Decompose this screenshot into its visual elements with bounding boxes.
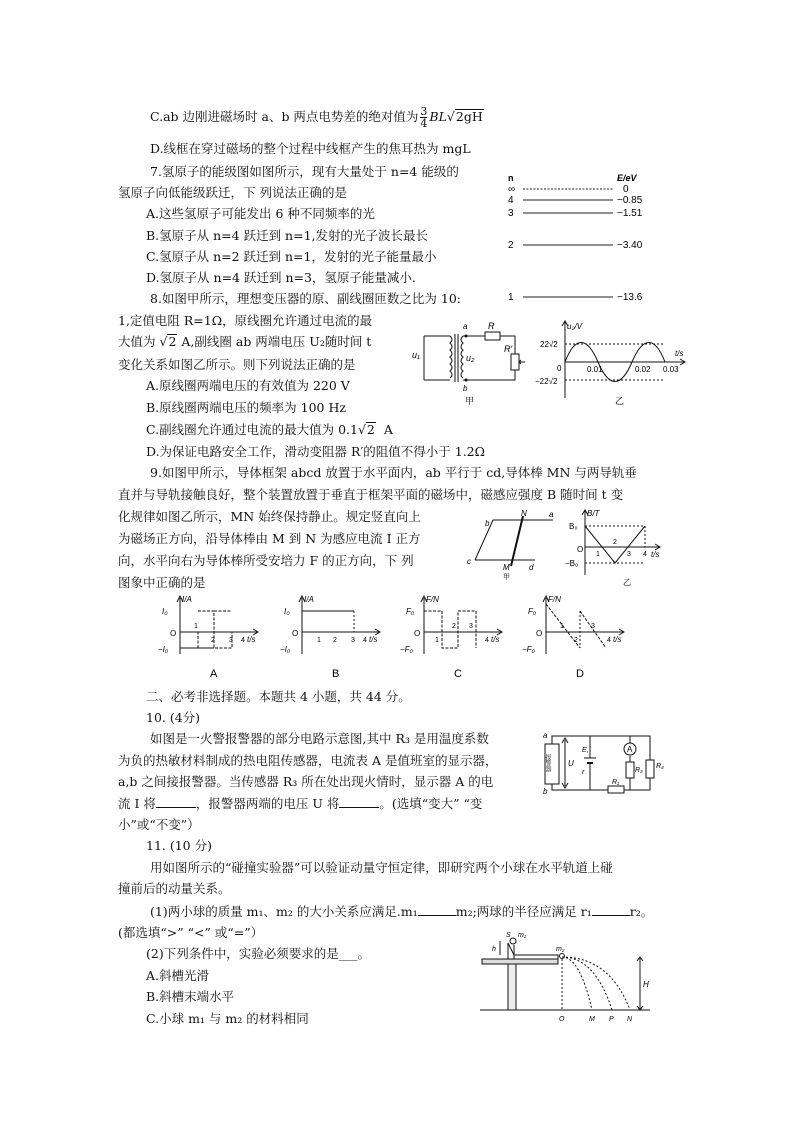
secondary-coil [461,336,463,378]
svg-text:R₃: R₃ [635,767,643,774]
q11-stem: 撞前后的动量关系。 [118,881,231,896]
svg-text:t/s: t/s [247,635,256,644]
fire-alarm-circuit [540,728,670,798]
q10-head: 10. (4分) [146,710,201,725]
q9-stem: 为磁场正方向，沿导体棒由 M 到 N 为感应电流 I 正方 [118,531,421,546]
svg-text:2: 2 [574,637,578,644]
svg-text:A: A [627,745,633,754]
svg-text:t/s: t/s [613,635,622,644]
q11-option-c: C.小球 m₁ 与 m₂ 的材料相同 [146,1011,309,1026]
q8-option-c: C.副线圈允许通过电流的最大值为 0.1√2 A [146,422,393,437]
q8-option-a: A.原线圈两端电压的有效值为 220 V [146,378,350,393]
svg-text:M: M [503,563,510,572]
svg-text:2: 2 [333,637,337,644]
svg-text:r: r [582,769,585,776]
svg-text:A: A [210,668,218,680]
svg-text:O: O [559,1016,565,1022]
svg-text:O: O [170,629,177,638]
q8-option-b: B.原线圈两端电压的频率为 100 Hz [146,400,346,415]
q10-stem: 小”或“不变”） [118,817,200,832]
energy-level-diagram [505,168,655,308]
svg-text:B/T: B/T [587,509,600,518]
q8-stem: 8.如图甲所示，理想变压器的原、副线圈匝数之比为 10: [150,291,462,306]
svg-text:O: O [536,629,543,638]
q9-stem: 直并与导轨接触良好，整个装置放置于垂直于框架平面的磁场中，磁感应强度 B 随时间 t 变 [118,487,624,502]
svg-text:F₀: F₀ [406,607,415,616]
q11-option-b: B.斜槽末端水平 [146,989,235,1004]
collision-apparatus-figure [480,927,665,1022]
q11-head: 11. (10 分) [146,838,212,853]
svg-text:t/s: t/s [651,550,660,559]
level-4 [508,195,643,206]
svg-text:4: 4 [241,637,245,644]
svg-text:F₀: F₀ [528,607,537,616]
b-field-graph [565,505,675,587]
rheostat-R-prime [511,354,519,370]
svg-text:M: M [589,1016,595,1022]
q11-part1-note: (都选填“>” “<” 或“=”） [118,925,264,940]
svg-text:0: 0 [623,184,629,195]
svg-text:b: b [543,787,548,796]
e-header: E/eV [617,173,637,183]
q9-stem: 图象中正确的是 [118,575,206,590]
q8-stem: 1,定值电阻 R=1Ω，原线圈允许通过电流的最 [118,313,373,328]
q8-stem: 变化关系如图乙所示。则下列说法正确的是 [118,357,356,372]
trajectories [562,957,630,1010]
svg-text:∞: ∞ [508,184,516,195]
option-graph-a[interactable] [158,595,258,680]
svg-text:−I₀: −I₀ [158,645,169,654]
svg-text:1: 1 [435,637,439,644]
svg-text:1: 1 [317,637,321,644]
svg-text:0.02: 0.02 [635,365,651,374]
svg-text:t/s: t/s [369,635,378,644]
thermistor-R3 [626,762,634,778]
svg-text:D: D [576,668,584,680]
q11-option-a: A.斜槽光滑 [146,968,210,983]
q7-stem: 7.氢原子的能级图如图所示，现有大量处于 n=4 能级的 [150,164,459,179]
svg-text:2: 2 [613,539,617,546]
svg-text:−22√2: −22√2 [535,377,558,386]
svg-text:4: 4 [485,637,489,644]
svg-text:E,: E, [582,747,589,754]
svg-text:报警器: 报警器 [544,754,550,772]
q7-option-d: D.氢原子从 n=4 跃迁到 n=3，氢原子能量减小. [146,270,416,285]
q6-option-c: C.ab 边刚进磁场时 a、b 两点电势差的绝对值为 $\frac{3}{4}$ BL√2gH [150,105,483,130]
answer-blank[interactable] [592,915,630,916]
svg-text:4: 4 [363,637,367,644]
svg-text:u₂/V: u₂/V [567,322,583,331]
svg-text:−B₀: −B₀ [565,559,579,568]
resistor-R [485,332,500,340]
svg-text:1: 1 [596,551,600,558]
option-graph-b[interactable] [280,595,380,680]
q9-stem: 向，水平向右为导体棒所受安培力 F 的正方向，下 列 [118,553,414,568]
svg-text:c: c [467,557,471,566]
resistor-R4 [646,760,654,778]
svg-text:3: 3 [229,637,233,644]
section-heading: 二、必考非选择题。本题共 4 小题，共 44 分。 [146,689,411,704]
transformer-circuit-figure [410,318,530,408]
answer-blank[interactable] [156,807,196,808]
svg-text:u₁: u₁ [412,350,420,360]
svg-text:1: 1 [508,292,514,303]
q8-stem: 大值为 √2 A,副线圈 ab 两端电压 U₂随时间 t [118,334,372,349]
q7-option-c: C.氢原子从 n=2 跃迁到 n=1，发射的光子能量最小 [146,249,437,264]
svg-text:甲: 甲 [503,574,510,580]
svg-text:1: 1 [194,623,198,630]
svg-text:2: 2 [452,623,456,630]
svg-text:F/N: F/N [548,595,561,604]
svg-text:0.01: 0.01 [587,365,603,374]
svg-text:I₀: I₀ [284,607,290,616]
q7-option-a: A.这些氢原子可能发出 6 种不同频率的光 [146,206,375,221]
q7-stem: 氢原子向低能级跃迁，下 列说法正确的是 [118,185,347,200]
svg-text:U: U [568,759,574,768]
svg-text:R′: R′ [504,344,513,354]
svg-text:F/N: F/N [426,595,439,604]
svg-text:3: 3 [627,551,631,558]
svg-text:R₄: R₄ [656,763,664,770]
svg-text:a: a [549,510,554,519]
resistor-R1 [608,786,624,793]
svg-text:b: b [485,519,490,528]
svg-text:2: 2 [508,240,514,251]
svg-text:4: 4 [508,195,514,206]
svg-text:−I₀: −I₀ [280,645,291,654]
svg-text:2: 2 [211,637,215,644]
q7-option-b: B.氢原子从 n=4 跃迁到 n=1,发射的光子波长最长 [146,228,429,243]
svg-text:R₁: R₁ [612,779,620,786]
level-inf [508,184,629,195]
q10-stem: a,b 之间接报警器。当传感器 R₃ 所在处出现火情时，显示器 A 的电 [118,774,494,789]
voltage-sine-graph [535,318,695,408]
svg-text:−0.85: −0.85 [617,195,643,206]
svg-text:−13.6: −13.6 [617,292,643,303]
svg-text:m₂: m₂ [556,946,565,953]
svg-text:−F₀: −F₀ [522,645,535,654]
svg-text:P: P [609,1016,614,1022]
q8-option-d: D.为保证电路安全工作，滑动变阻器 R′的阻值不得小于 1.2Ω [146,444,485,459]
svg-text:0.03: 0.03 [663,365,679,374]
q9-option-graphs [150,590,710,682]
svg-text:b: b [463,384,468,393]
svg-text:I/A: I/A [182,595,192,604]
svg-text:O: O [292,629,299,638]
conductor-rod [511,516,523,566]
q11-part2: (2)下列条件中，实验必须要求的是___。 [146,946,370,961]
svg-text:3: 3 [351,637,355,644]
svg-text:I₀: I₀ [162,607,168,616]
q10-stem: 为负的热敏材料制成的热电阻传感器，电流表 A 是值班室的显示器， [118,753,498,768]
svg-text:4: 4 [643,551,647,558]
svg-text:3: 3 [508,208,514,219]
answer-blank[interactable] [339,807,379,808]
svg-text:S: S [506,932,511,939]
q10-stem: 流 I 将 ，报警器两端的电压 U 将 。(选填“变大” “变 [118,796,483,811]
svg-text:O: O [577,545,584,554]
svg-text:乙: 乙 [623,578,631,587]
q11-stem: 用如图所示的“碰撞实验器”可以验证动量守恒定律，即研究两个小球在水平轨道上碰 [150,860,613,875]
q9-stem: 化规律如图乙所示，MN 始终保持静止。规定竖直向上 [118,509,421,524]
svg-text:C: C [454,668,462,680]
n-header: n [508,173,514,183]
svg-text:乙: 乙 [615,396,625,406]
q9-stem: 9.如图甲所示，导体框架 abcd 放置于水平面内，ab 平行于 cd,导体棒 MN 与两导轨垂 [150,465,637,480]
svg-text:I/A: I/A [304,595,314,604]
svg-text:m₁: m₁ [518,932,527,939]
svg-text:−F₀: −F₀ [400,645,413,654]
svg-text:N: N [521,509,527,518]
svg-text:3: 3 [591,623,595,630]
svg-text:t/s: t/s [491,635,500,644]
svg-text:1: 1 [560,623,564,630]
svg-text:h: h [492,946,496,953]
level-2 [508,240,643,251]
svg-text:3: 3 [469,623,473,630]
answer-blank[interactable] [418,915,456,916]
fraction: $\frac{3}{4}$ [420,105,428,130]
svg-text:t/s: t/s [675,349,684,358]
svg-text:u₂: u₂ [466,353,475,363]
level-1 [508,292,643,303]
svg-text:0: 0 [557,364,562,373]
svg-text:O: O [414,629,421,638]
svg-text:H: H [643,980,649,989]
svg-text:a: a [463,322,468,331]
q6-option-d: D.线框在穿过磁场的整个过程中线框产生的焦耳热为 mgL [150,141,471,156]
svg-text:d: d [529,563,534,572]
svg-text:B: B [332,668,340,680]
option-graph-d[interactable] [522,595,624,680]
primary-coil [450,336,452,378]
svg-text:N: N [627,1016,633,1022]
svg-text:B₀: B₀ [569,522,578,531]
q11-part1: (1)两小球的质量 m₁、m₂ 的大小关系应满足.m₁ m₂;两球的半径应满足 r₁ r₂。 [150,904,654,919]
rail-frame-figure [465,508,560,580]
chute [492,943,558,959]
svg-text:R: R [488,321,495,331]
option-graph-c[interactable] [400,595,502,680]
q10-stem: 如图是一火警报警器的部分电路示意图,其中 R₃ 是用温度系数 [150,731,489,746]
svg-text:−3.40: −3.40 [617,240,643,251]
ball-m1 [510,938,516,944]
svg-text:甲: 甲 [465,396,475,406]
svg-text:4: 4 [607,637,611,644]
svg-text:22√2: 22√2 [540,340,558,349]
svg-text:a: a [543,731,548,740]
ball-m2 [560,954,565,959]
svg-text:−1.51: −1.51 [617,208,643,219]
level-3 [508,208,643,219]
